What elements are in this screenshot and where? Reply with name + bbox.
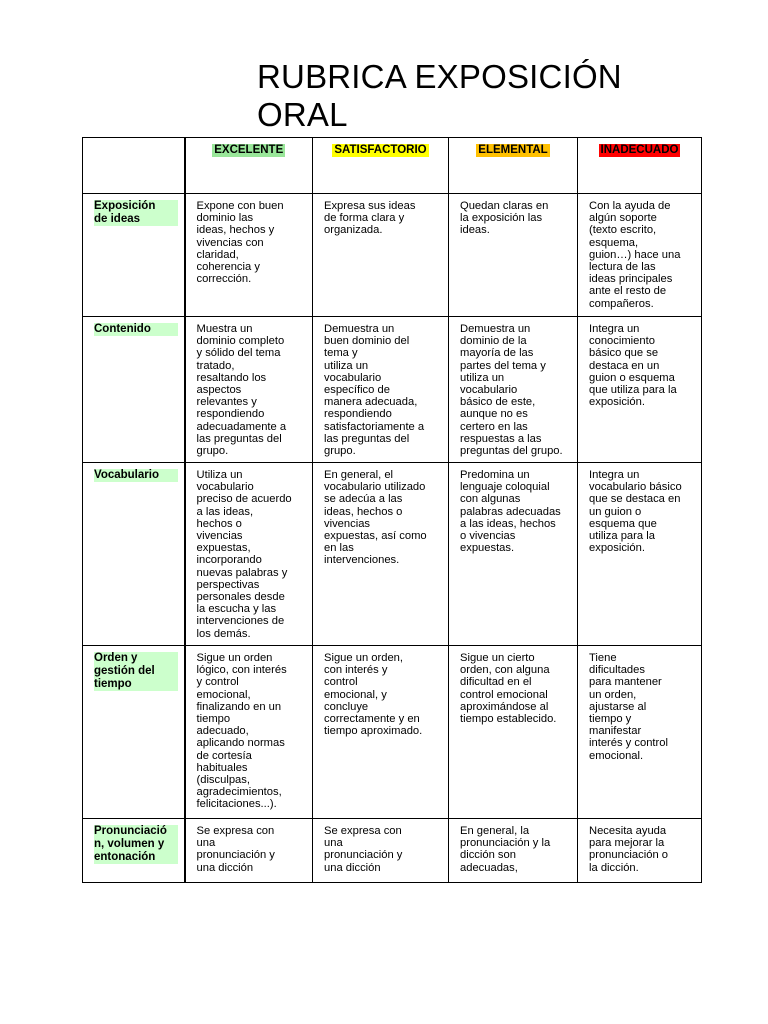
table-row	[83, 463, 702, 646]
level-label: SATISFACTORIO	[334, 144, 427, 156]
descriptor-cell	[185, 819, 313, 883]
descriptor-cell	[185, 463, 313, 646]
descriptor-cell	[449, 646, 578, 819]
descriptor-cell	[578, 317, 702, 463]
descriptor-cell	[313, 646, 449, 819]
descriptor-text: En general, el vocabulario utilizado se adecúa a las ideas, hechos o vivencias expuestas, así como en las intervenciones.	[324, 469, 427, 567]
descriptor-cell	[185, 646, 313, 819]
descriptor-text: Integra un conocimiento básico que se destaca en un guion o esquema que utiliza para la exposición.	[589, 323, 677, 409]
level-header-satisfactorio	[313, 138, 449, 194]
criterion-label: Vocabulario	[94, 469, 178, 482]
criterion-label: Pronunciació n, volumen y entonación	[94, 825, 178, 864]
criterion-label: Orden y gestión del tiempo	[94, 652, 178, 691]
criterion-label: Contenido	[94, 323, 178, 336]
page-title-line-2: ORAL	[257, 96, 348, 133]
descriptor-cell	[313, 317, 449, 463]
descriptor-cell	[449, 194, 578, 317]
header-row	[83, 138, 702, 194]
criterion-cell	[83, 194, 185, 317]
level-label: INADECUADO	[600, 144, 679, 156]
descriptor-text: Muestra un dominio completo y sólido del tema tratado, resaltando los aspectos relevantes y respondiendo adecuadamente a las preguntas del grupo.	[196, 323, 287, 458]
table-row	[83, 317, 702, 463]
table-row	[83, 194, 702, 317]
descriptor-text: Sigue un orden lógico, con interés y control emocional, finalizando en un tiempo adecuado, aplicando normas de cortesía habituales (disculpas, agradecimientos, felicitaciones...).	[196, 652, 287, 811]
rubric-table	[82, 137, 702, 883]
criterion-cell	[83, 463, 185, 646]
table-row	[83, 646, 702, 819]
descriptor-cell	[185, 317, 313, 463]
level-header-inadecuado	[578, 138, 702, 194]
criterion-cell	[83, 819, 185, 883]
descriptor-cell	[578, 463, 702, 646]
level-header-elemental	[449, 138, 578, 194]
level-label: EXCELENTE	[214, 144, 284, 156]
descriptor-text: Demuestra un dominio de la mayoría de las partes del tema y utiliza un vocabulario básico de este, aunque no es certero en las respuestas a las preguntas del grupo.	[460, 323, 563, 458]
descriptor-cell	[185, 194, 313, 317]
page-title	[257, 58, 737, 134]
descriptor-cell	[449, 463, 578, 646]
descriptor-text: Se expresa con una pronunciación y una dicción	[324, 825, 403, 874]
descriptor-text: Necesita ayuda para mejorar la pronunciación o la dicción.	[589, 825, 668, 874]
criterion-cell	[83, 646, 185, 819]
level-label: ELEMENTAL	[478, 144, 548, 156]
descriptor-text: Expone con buen dominio las ideas, hechos y vivencias con claridad, coherencia y corrección.	[196, 200, 284, 286]
descriptor-cell	[578, 194, 702, 317]
descriptor-text: Quedan claras en la exposición las ideas.	[460, 200, 549, 237]
corner-cell	[83, 138, 185, 194]
descriptor-cell	[578, 646, 702, 819]
descriptor-text: Se expresa con una pronunciación y una dicción	[196, 825, 275, 874]
descriptor-cell	[578, 819, 702, 883]
descriptor-cell	[449, 317, 578, 463]
descriptor-text: Sigue un orden, con interés y control emocional, y concluye correctamente y en tiempo aproximado.	[324, 652, 423, 738]
table-row	[83, 819, 702, 883]
descriptor-cell	[313, 819, 449, 883]
descriptor-text: Expresa sus ideas de forma clara y organizada.	[324, 200, 416, 237]
descriptor-cell	[313, 194, 449, 317]
descriptor-text: Sigue un cierto orden, con alguna dificultad en el control emocional aproximándose al tiempo establecido.	[460, 652, 557, 726]
level-header-excelente	[185, 138, 313, 194]
descriptor-cell	[449, 819, 578, 883]
descriptor-text: Predomina un lenguaje coloquial con algunas palabras adecuadas a las ideas, hechos o vivencias expuestas.	[460, 469, 561, 555]
page-title-line-1: RUBRICA EXPOSICIÓN	[257, 58, 622, 95]
descriptor-text: Integra un vocabulario básico que se destaca en un guion o esquema que utiliza para la exposición.	[589, 469, 682, 555]
descriptor-text: Con la ayuda de algún soporte (texto escrito, esquema, guion…) hace una lectura de las ideas principales ante el resto de compañeros.	[589, 200, 681, 310]
descriptor-text: En general, la pronunciación y la dicción son adecuadas,	[460, 825, 551, 874]
descriptor-text: Utiliza un vocabulario preciso de acuerdo a las ideas, hechos o vivencias expuestas, incorporando nuevas palabras y perspectivas personales desde la escucha y las intervenciones de los demás.	[196, 469, 292, 640]
criterion-label: Exposición de ideas	[94, 200, 178, 226]
descriptor-text: Tiene dificultades para mantener un orden, ajustarse al tiempo y manifestar interés y control emocional.	[589, 652, 668, 762]
criterion-cell	[83, 317, 185, 463]
descriptor-cell	[313, 463, 449, 646]
descriptor-text: Demuestra un buen dominio del tema y utiliza un vocabulario específico de manera adecuada, respondiendo satisfactoriamente a las preguntas del grupo.	[324, 323, 425, 458]
